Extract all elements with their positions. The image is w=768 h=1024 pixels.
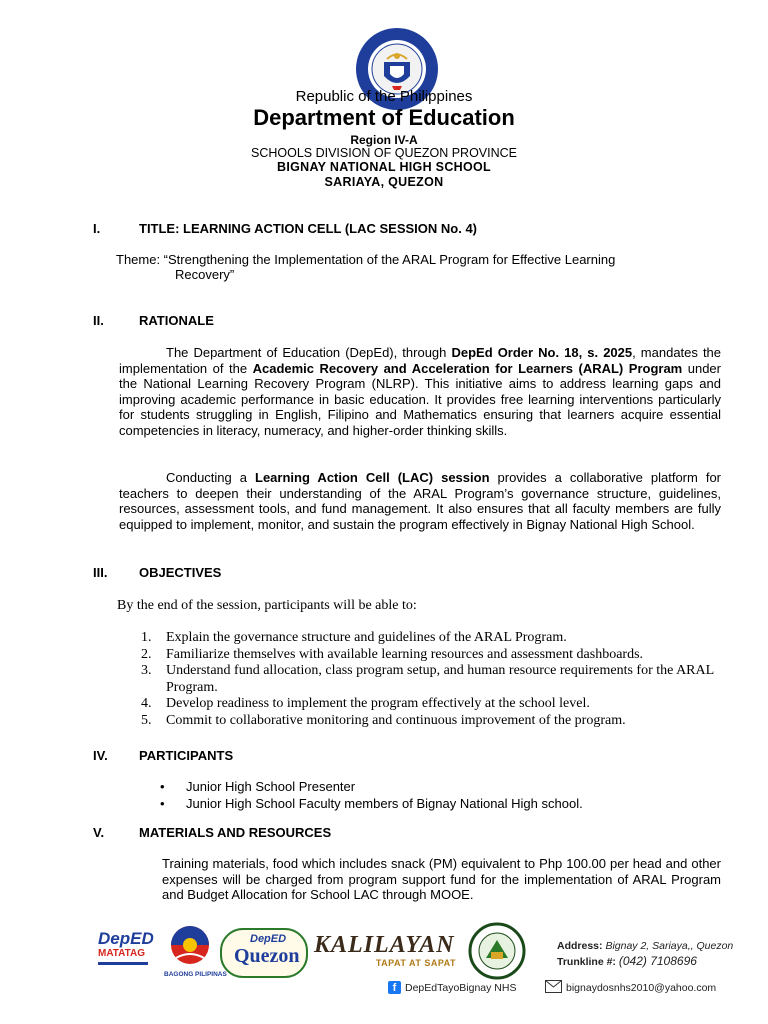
objective-item: 3. Understand fund allocation, class program setup, and human resource requirements for the ARAL Program. xyxy=(141,663,714,695)
deped-quezon-logo: DepED Quezon xyxy=(220,928,308,978)
bullet-icon: • xyxy=(160,779,165,794)
objectives-intro: By the end of the session, participants will be able to: xyxy=(117,598,417,613)
deped-matatag-logo: DepED MATATAG xyxy=(98,930,156,974)
department-title: Department of Education xyxy=(253,105,515,130)
bignay-nhs-seal-logo xyxy=(464,922,530,980)
materials-paragraph: Training materials, food which includes snack (PM) equivalent to Php 100.00 per head and other expenses will be charged from program support fund for the implementation of ARAL Program and Budget Allocation for School LAC through MOOE. xyxy=(162,856,721,902)
email-address[interactable]: bignaydosnhs2010@yahoo.com xyxy=(566,982,717,994)
bagong-pilipinas-logo: BAGONG PILIPINAS xyxy=(164,924,216,980)
participant-item: • Junior High School Presenter xyxy=(160,779,356,794)
objective-item: 5. Commit to collaborative monitoring and continuous improvement of the program. xyxy=(141,712,626,728)
trunkline-line: Trunkline #: (042) 7108696 xyxy=(557,954,697,968)
republic-line: Republic of the Philippines xyxy=(295,88,473,105)
section-4-title: PARTICIPANTS xyxy=(139,748,234,763)
region-line: Region IV-A xyxy=(350,133,418,147)
bullet-icon: • xyxy=(160,795,165,811)
facebook-page[interactable]: DepEdTayoBignay NHS xyxy=(405,982,517,994)
rationale-paragraph-2: Conducting a Learning Action Cell (LAC) session provides a collaborative platform for teachers to deepen their understanding of the ARAL Program’s governance structure, guidelines, resources, assessment tools, and fund management. It also ensures that all faculty members are fully equipped to implement, monitor, and sustain the program effectively in Bignay National High School. xyxy=(119,470,722,532)
facebook-icon: f xyxy=(388,981,401,994)
section-4-number: IV. xyxy=(93,748,108,763)
section-5-title: MATERIALS AND RESOURCES xyxy=(139,825,332,840)
section-5-number: V. xyxy=(93,825,105,840)
section-1-title: TITLE: LEARNING ACTION CELL (LAC SESSION No. 4) xyxy=(139,221,477,236)
objective-item: 1. Explain the governance structure and guidelines of the ARAL Program. xyxy=(141,630,567,645)
section-2-number: II. xyxy=(93,313,104,328)
bagong-pilipinas-emblem xyxy=(164,924,216,966)
participants-list xyxy=(160,779,583,812)
school-location: SARIAYA, QUEZON xyxy=(324,175,444,189)
objective-item: 4. Develop readiness to implement the program effectively at the school level. xyxy=(141,696,590,712)
address-line: Address: Bignay 2, Sariaya,, Quezon xyxy=(557,940,734,952)
section-3-title: OBJECTIVES xyxy=(139,565,222,580)
section-3-number: III. xyxy=(93,565,108,580)
email-icon xyxy=(545,980,562,993)
theme-line-1: Theme: “Strengthening the Implementation of the ARAL Program for Effective Learning xyxy=(116,252,616,267)
rationale-paragraph-1: The Department of Education (DepEd), through DepEd Order No. 18, s. 2025, mandates the implementation of the Academic Recovery and Acceleration for Learners (ARAL) Program under the National Learning Recovery Program (NLRP). This initiative aims to address learning gaps and improving academic performance in basic education. It provides free learning interventions particularly for students struggling in English, Filipino and Mathematics ensuring that learners acquire essential competencies in literacy, numeracy, and higher-order thinking skills. xyxy=(119,345,722,438)
section-2-title: RATIONALE xyxy=(139,313,214,328)
theme-line-2: Recovery” xyxy=(175,267,235,282)
division-line: SCHOOLS DIVISION OF QUEZON PROVINCE xyxy=(250,146,517,160)
section-1-number: I. xyxy=(93,221,101,236)
objective-item: 2. Familiarize themselves with available learning resources and assessment dashboards. xyxy=(141,646,644,662)
participant-item: • Junior High School Faculty members of Bignay National High school. xyxy=(160,795,583,811)
objectives-list xyxy=(119,630,719,730)
school-name: BIGNAY NATIONAL HIGH SCHOOL xyxy=(277,160,491,174)
kalilayan-logo: KALILAYAN TAPAT AT SAPAT xyxy=(314,932,456,968)
